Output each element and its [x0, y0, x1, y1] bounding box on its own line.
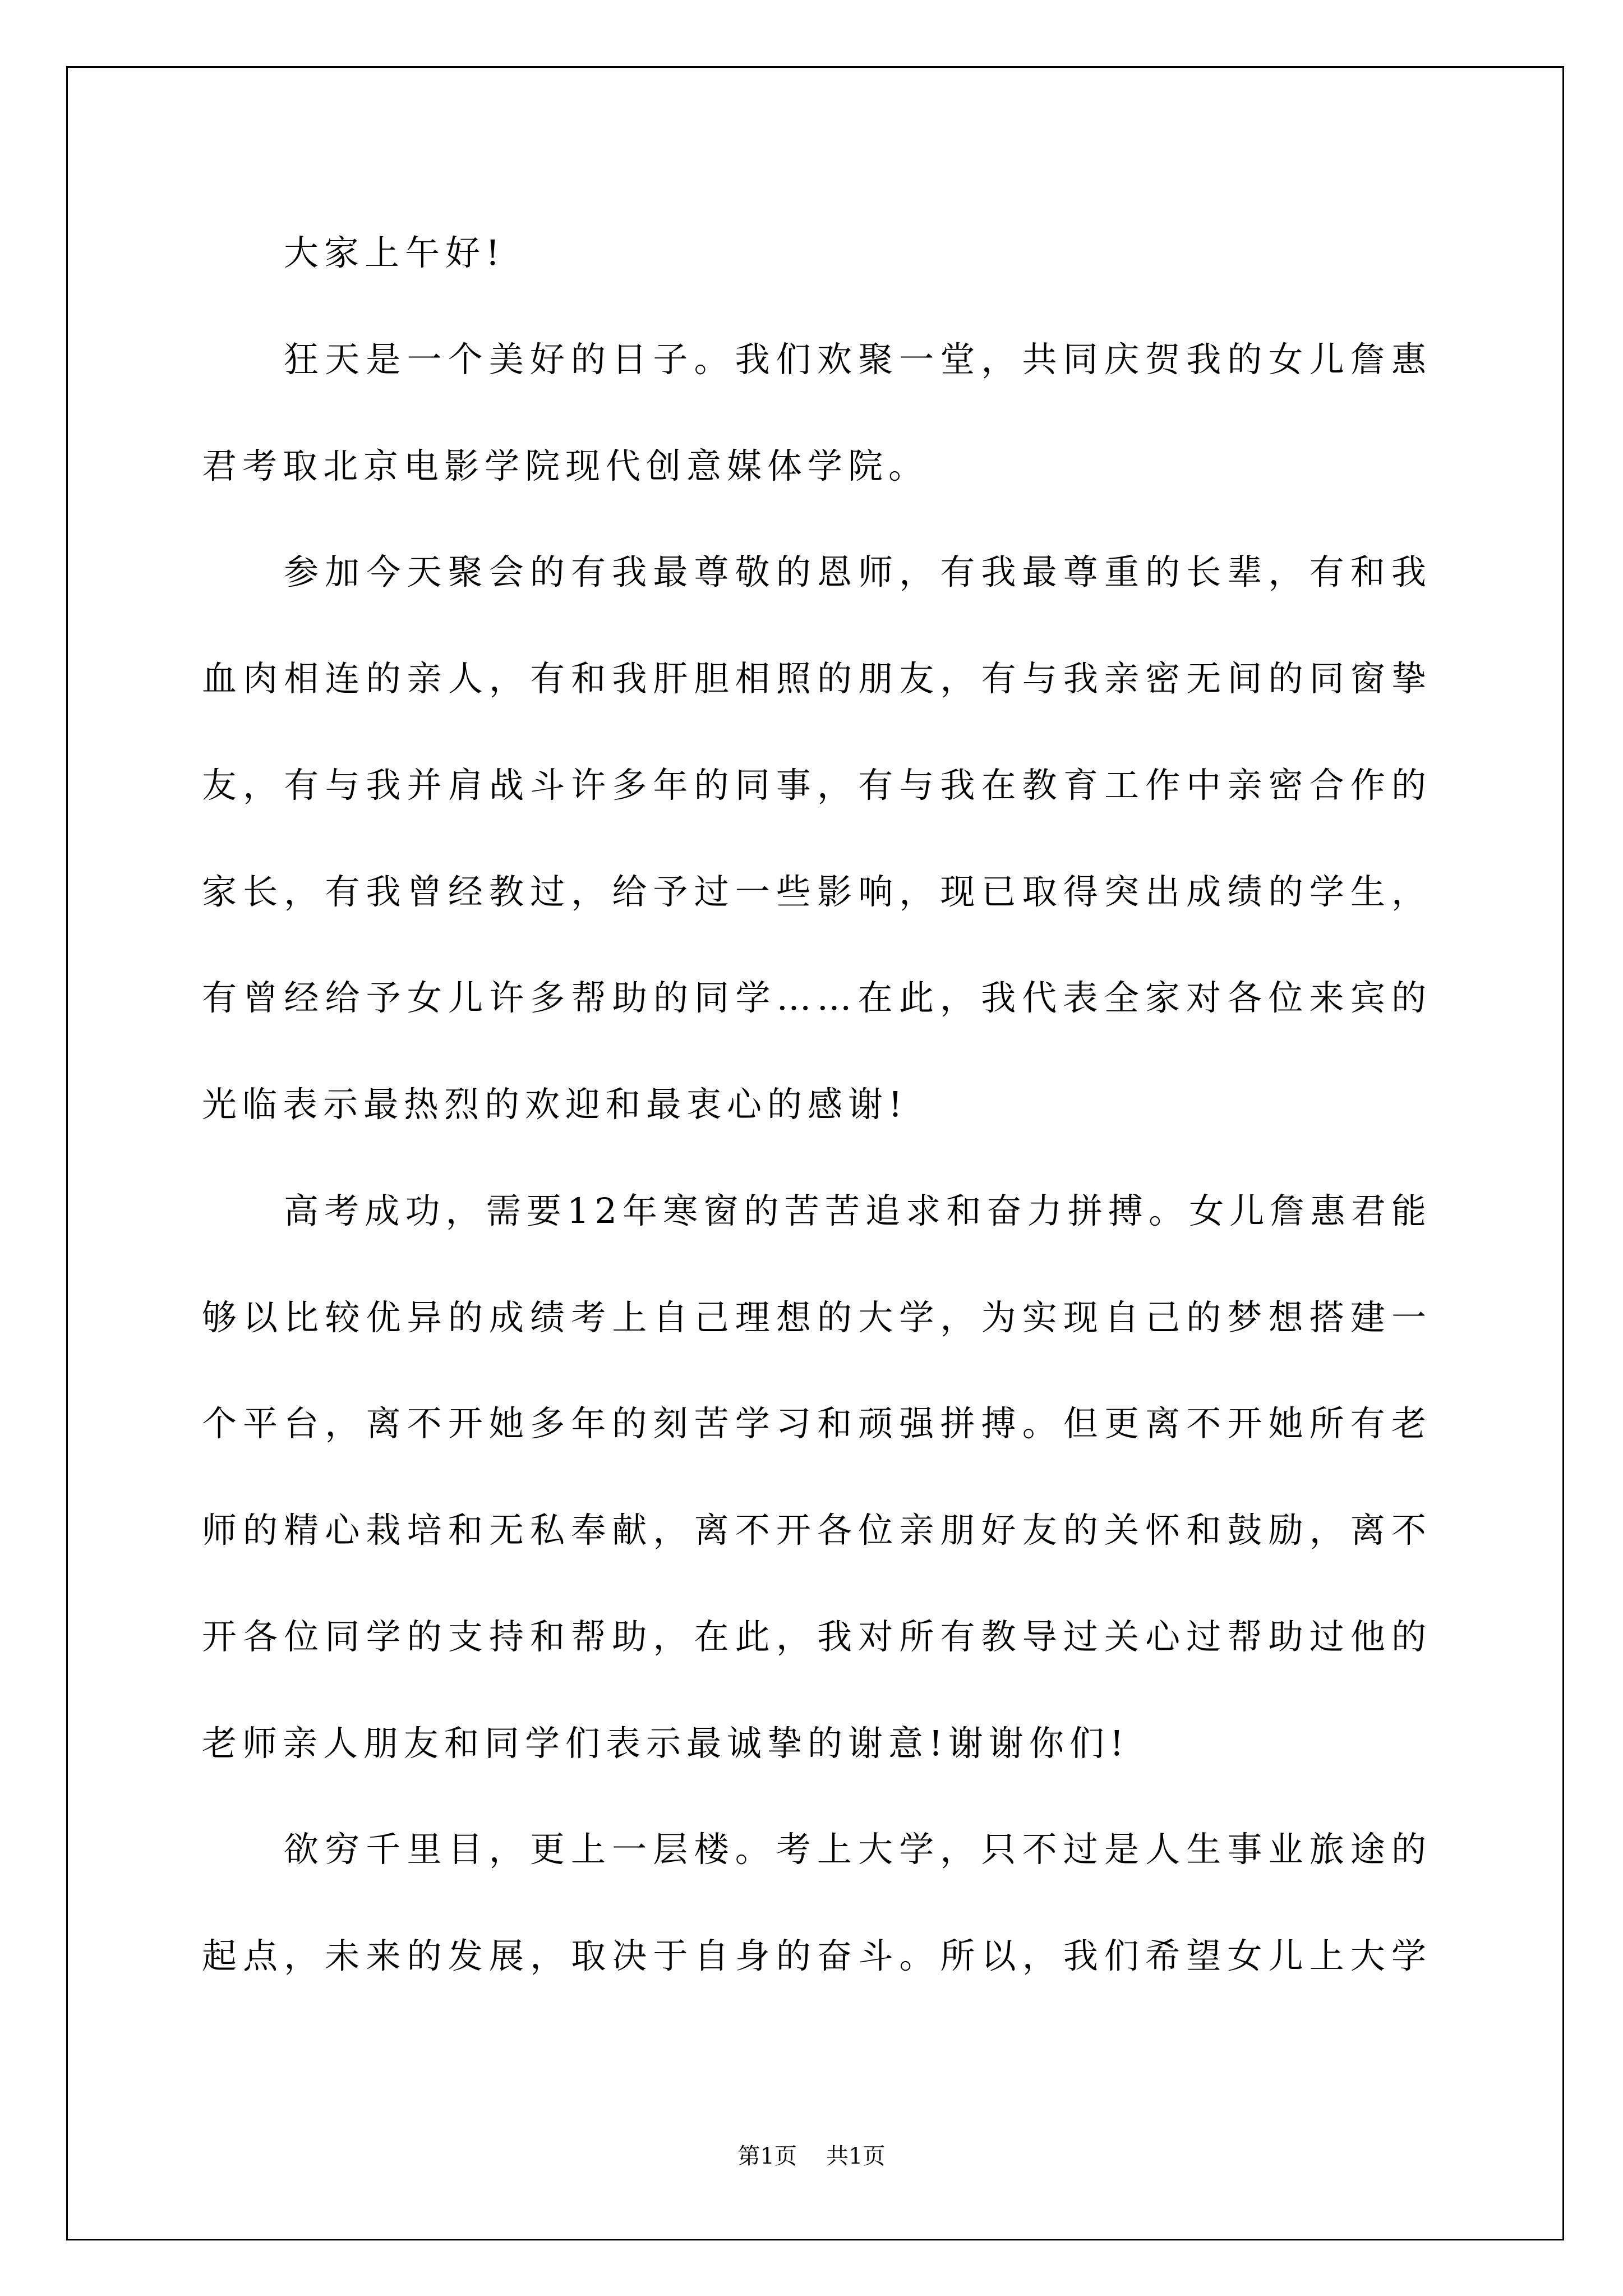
paragraph-line: 师的精心栽培和无私奉献，离不开各位亲朋好友的关怀和鼓励，离不 [202, 1510, 1432, 1550]
page-footer [0, 2139, 1623, 2173]
paragraph-line: 友，有与我并肩战斗许多年的同事，有与我在教育工作中亲密合作的 [202, 764, 1432, 806]
paragraph-line: 够以比较优异的成绩考上自己理想的大学，为实现自己的梦想搭建一 [202, 1296, 1432, 1338]
paragraph-line: 开各位同学的支持和帮助，在此，我对所有教导过关心过帮助过他的 [202, 1616, 1432, 1657]
page-total: 共1页 [826, 2143, 886, 2169]
paragraph-line: 高考成功，需要12年寒窗的苦苦追求和奋力拼搏。女儿詹惠君能 [284, 1190, 1432, 1231]
paragraph-line: 有曾经给予女儿许多帮助的同学……在此，我代表全家对各位来宾的 [202, 977, 1432, 1019]
paragraph [202, 200, 1432, 306]
paragraph [202, 1796, 1432, 2009]
paragraph-line: 大家上午好! [284, 232, 505, 273]
paragraph-line: 个平台，离不开她多年的刻苦学习和顽强拼搏。但更离不开她所有老 [202, 1403, 1432, 1444]
document-body [202, 200, 1432, 2009]
paragraph-line: 君考取北京电影学院现代创意媒体学院。 [202, 445, 929, 486]
paragraph-line: 老师亲人朋友和同学们表示最诚挚的谢意!谢谢你们! [202, 1722, 1129, 1764]
paragraph-line: 家长，有我曾经教过，给予过一些影响，现已取得突出成绩的学生， [202, 871, 1432, 912]
paragraph-line: 狂天是一个美好的日子。我们欢聚一堂，共同庆贺我的女儿詹惠 [284, 338, 1432, 380]
paragraph [202, 306, 1432, 519]
paragraph-line: 起点，未来的发展，取决于自身的奋斗。所以，我们希望女儿上大学 [202, 1935, 1432, 1976]
paragraph-line: 光临表示最热烈的欢迎和最衷心的感谢! [202, 1084, 908, 1125]
paragraph-line: 欲穷千里目，更上一层楼。考上大学，只不过是人生事业旅途的 [284, 1829, 1432, 1870]
paragraph [202, 1158, 1432, 1797]
paragraph [202, 519, 1432, 1158]
paragraph-line: 参加今天聚会的有我最尊敬的恩师，有我最尊重的长辈，有和我 [284, 551, 1432, 593]
page-number: 第1页 [737, 2143, 797, 2169]
paragraph-line: 血肉相连的亲人，有和我肝胆相照的朋友，有与我亲密无间的同窗挚 [202, 658, 1432, 699]
